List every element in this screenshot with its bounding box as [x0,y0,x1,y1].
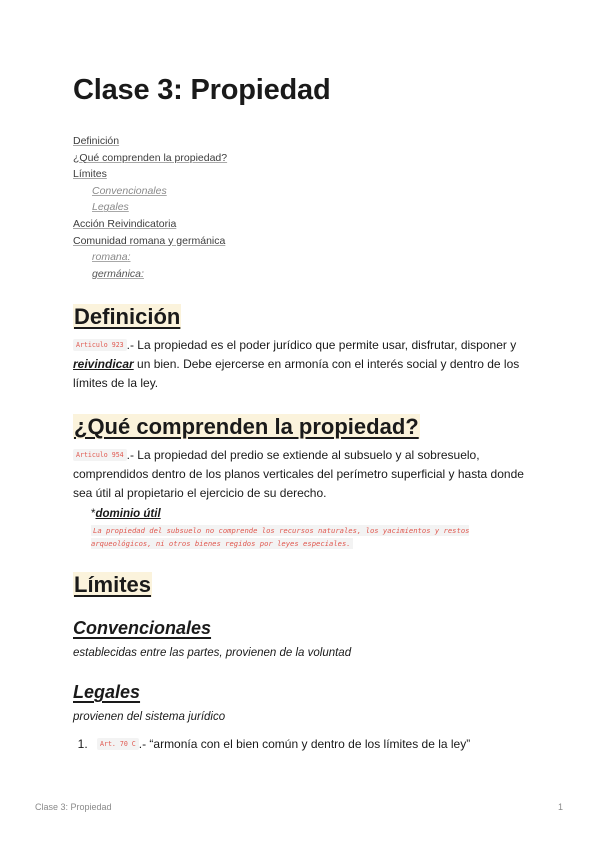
page-number: 1 [558,802,564,812]
subheading-convencionales: Convencionales [73,618,212,638]
convencionales-text: establecidas entre las partes, provienen de la voluntad [73,647,352,659]
article-tag: Art. 70 C [97,738,139,750]
toc-link-comunidad[interactable]: Comunidad romana y germánica [73,234,226,247]
article-tag: Articulo 954 [73,449,127,461]
toc-link-definicion[interactable]: Definición [73,135,120,147]
toc-link-germanica-label: germánica [92,267,142,280]
definicion-paragraph: Articulo 923 .- La propiedad es el poder jurídico que permite usar, disfrutar, disponer y reivindicar un bien. Debe ejercerse en armonía con el interés social y dentro de los límites de la ley. [73,338,520,390]
comprenden-paragraph: Articulo 954 .- La propiedad del predio se extiende al subsuelo y al sobresuelo, comprendidos dentro de los planos verticales del perímetro superficial y hasta donde sea útil al propietario el ejercicio de su derecho. [73,448,524,500]
toc-link-romana-label: romana [92,251,128,264]
toc-link-convencionales[interactable]: Convencionales [92,184,167,197]
toc-link-que-comprenden[interactable]: ¿Qué comprenden la propiedad? [73,151,228,164]
footer-title: Clase 3: Propiedad [35,802,112,812]
article-tag: Articulo 923 [73,339,127,351]
dominio-util-link[interactable]: dominio útil [95,508,161,520]
section-heading-definicion: Definición [74,304,181,329]
list-item: 1. Art. 70 C .- “armonía con el bien común y dentro de los límites de la ley” [91,735,470,753]
toc-link-limites[interactable]: Límites [73,168,107,181]
dominio-util-note: *dominio útil [91,508,161,520]
table-of-contents [73,133,227,282]
toc-link-accion-reivindicatoria[interactable]: Acción Reivindicatoria [73,217,177,230]
subheading-legales: Legales [73,682,141,702]
legales-text: provienen del sistema jurídico [73,711,226,723]
section-heading-limites: Límites [74,572,152,597]
legales-list [73,735,470,753]
toc-link-romana[interactable]: romana: [92,251,131,264]
toc-link-germanica[interactable]: germánica: [92,267,144,280]
toc-link-legales[interactable]: Legales [92,201,129,214]
reivindicar-link[interactable]: reivindicar [73,357,134,371]
section-heading-comprenden: ¿Qué comprenden la propiedad? [74,414,419,439]
page-title: Clase 3: Propiedad [73,74,331,106]
subsuelo-code-block: La propiedad del subsuelo no comprende los recursos naturales, los yacimientos y restos arqueológicos, ni otros bienes regidos por leyes especiales. [91,526,470,548]
